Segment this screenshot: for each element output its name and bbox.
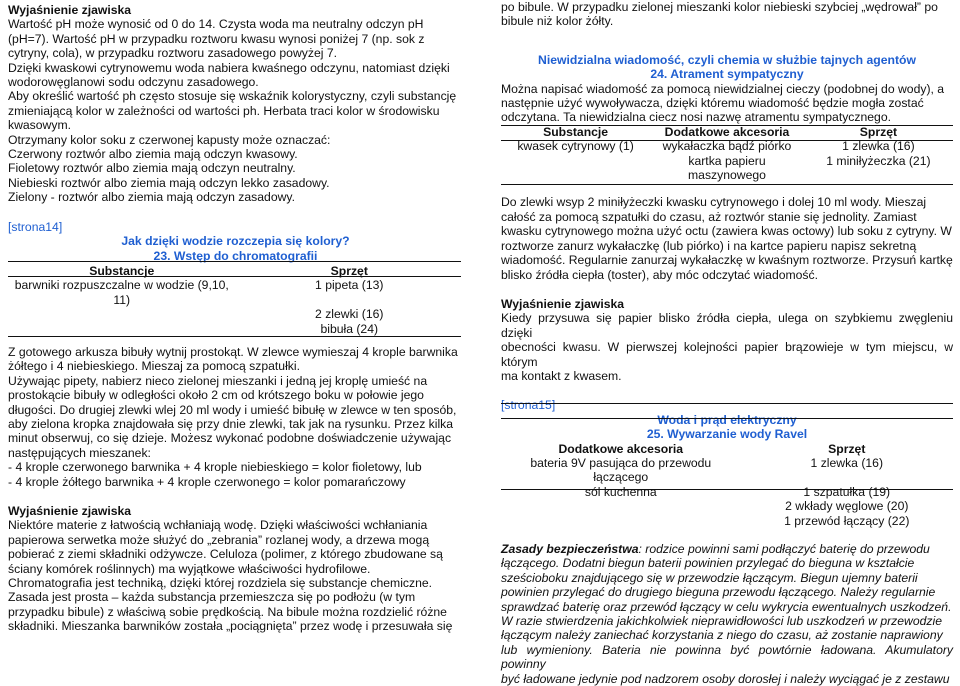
text-line: Do zlewki wsyp 2 miniłyżeczki kwasku cytrynowego i dolej 10 ml wody. Mieszaj (501, 195, 927, 210)
text-line: Wartość pH może wynosić od 0 do 14. Czysta woda ma neutralny odczyn pH (8, 17, 424, 32)
section-heading: Wyjaśnienie zjawiska (8, 504, 132, 518)
text-line: Niebieski roztwór albo ziemia mają odczyn lekko zasadowy. (8, 175, 330, 190)
col-header-accessories: Dodatkowe akcesoria (558, 441, 684, 456)
table-cell (501, 154, 650, 183)
section-heading: Wyjaśnienie zjawiska (501, 296, 625, 311)
section-heading: Wyjaśnienie zjawiska (8, 3, 132, 17)
text-line: Fioletowy roztwór albo ziemia mają odczyn neutralny. (8, 161, 296, 176)
table-cell: 1 szpatułka (19) (803, 484, 891, 499)
experiment-title: Jak dzięki wodzie rozczepia się kolory? (121, 234, 350, 249)
text-line: Z gotowego arkusza bibuły wytnij prostokąt. W zlewce wymieszaj 4 krople barwnika (8, 344, 458, 359)
text-line: powinien przylegać do drugiego bieguna przewodu łączącego. Należy regularnie (501, 585, 936, 600)
table-cell (8, 307, 236, 321)
text-line: Czerwony roztwór albo ziemia mają odczyn kwasowy. (8, 147, 298, 162)
cell-text: maszynowego (688, 168, 766, 183)
text-line: roztworze zanurz wykałaczkę (lub piórko) i na kartce papieru napisz sekretną (501, 238, 917, 253)
text-line: ma kontakt z kwasem. (501, 368, 622, 383)
cell-text: kartka papieru (688, 153, 766, 168)
table-bottom-rule (501, 489, 953, 490)
col-header-substances: Substancje (89, 263, 155, 278)
cell-text: 11) (113, 292, 131, 307)
text-line: Można napisać wiadomość za pomocą niewidzialnej cieczy (podobnej do wody), a (501, 81, 945, 96)
text-line: Kiedy przysuwa się papier blisko źródła ciepła, ulega on szybkiemu zwęgleniu dzięki (501, 311, 953, 340)
text-line: W razie stwierdzenia jakichkolwiek nieprawidłowości lub uszkodzeń w przewodzie (501, 614, 942, 629)
table-top-rule (501, 403, 953, 404)
text-line: minut obserwuj, co się dzieje. Możesz wykonać podobne doświadczenie używając (8, 431, 452, 446)
text-line: następnie użyć wywoływacza, dzięki któremu wiadomość będzie mogła zostać (501, 96, 924, 111)
text-line: aby zielona kropka znajdowała się przy dnie zlewki, tak jak na rysunku. Przez kilka (8, 416, 454, 431)
text-line: łączącym należy zaniechać korzystania z niego do czasu, aż zostanie naprawiony (501, 628, 943, 643)
table-cell: wykałaczka bądź piórko (662, 139, 792, 154)
table-cell: 2 zlewki (16) (315, 307, 384, 322)
experiment-number: 23. Wstęp do chromatografii (153, 248, 318, 263)
table-cell: kwasek cytrynowy (1) (517, 139, 634, 154)
table-cell: sól kuchenna (584, 484, 657, 499)
experiment-number: 25. Wywarzanie wody Ravel (646, 427, 808, 442)
ink-materials-table (501, 125, 953, 183)
rules-text: : rodzice powinni sami podłączyć baterię do przewodu (638, 542, 930, 556)
text-line: Dzięki kwaskowi cytrynowemu woda nabiera kwaśnego odczynu, natomiast dzięki (8, 60, 450, 75)
table-cell: 1 przewód łączący (22) (784, 513, 910, 528)
text-line: łączącego. Dodatni biegun baterii powinien przylegać do bieguna w kształcie (501, 556, 915, 571)
table-bottom-rule (8, 336, 461, 337)
left-column (8, 0, 463, 634)
table-cell (501, 499, 741, 513)
page-marker: [strona14] (8, 219, 63, 234)
text-line: następujących mieszanek: (8, 445, 151, 460)
cell-text: barwniki rozpuszczalne w wodzie (9,10, (14, 278, 229, 293)
rules-label: Zasady bezpieczeństwa (501, 542, 639, 556)
table-cell (650, 154, 804, 183)
text-line: Aby określić wartość ph często stosuje się wskaźnik kolorystyczny, czyli substancję (8, 89, 457, 104)
table-cell: bibuła (24) (320, 321, 379, 336)
table-top-rule (8, 261, 461, 262)
table-cell (8, 322, 236, 336)
text-line: być ładowane jedynie pod nadzorem osoby dorosłej i należy wyciągać je z zestawu (501, 671, 950, 686)
table-cell: 1 zlewka (16) (842, 139, 915, 154)
text-line: całość za pomocą szpatułki do czasu, aż roztwór stanie się jednolity. Zamiast (501, 209, 917, 224)
table-top-rule (501, 125, 953, 126)
text-line: - 4 krople czerwonego barwnika + 4 krople niebieskiego = kolor fioletowy, lub (8, 460, 422, 475)
text-line: papierowa serwetka może służyć do „zebrania” rozlanej wody, a drzewa mogą (8, 532, 430, 547)
text-line: Zielony - roztwór albo ziemia mają odczyn zasadowy. (8, 190, 295, 205)
text-line: Niektóre materie z łatwością wchłaniają wodę. Dzięki właściwości wchłaniania (8, 518, 428, 533)
text-line: składniki. Mieszanka barwników została „pociągnięta” przez wodę i przesuwała się (8, 619, 453, 634)
col-header-equipment: Sprzęt (828, 441, 866, 456)
text-line: pobierać z ziemi składniki odżywcze. Celuloza (polimer, z którego zbudowane są (8, 547, 443, 562)
text-line: odczytana. Ta niewidzialna ciecz nosi nazwę atramentu sympatycznego. (501, 110, 891, 125)
text-line: bibule niż kolor żółty. (501, 14, 614, 29)
text-line: długości. Do drugiej zlewki wlej 20 ml wody i umieść bibułę w zlewce w ten sposób, (8, 402, 457, 417)
table-header-rule (8, 276, 461, 277)
table-cell: 1 zlewka (16) (810, 455, 884, 470)
text-line: prostokącie bibuły w odległości około 2 cm od krótszego boku w połowie jego (8, 388, 424, 403)
text-line: ściany komórek roślinnych) ma wyjątkowe właściwości hydrofilowe. (8, 561, 371, 576)
experiment-title: Woda i prąd elektryczny (657, 412, 797, 427)
electricity-materials-table (501, 442, 953, 528)
page-marker: [strona15] (501, 398, 556, 413)
table-cell (8, 278, 236, 307)
text-line: Zasada jest prosta – każda substancja przemieszcza się po podłożu (w tym (8, 590, 416, 605)
cell-text: bateria 9V pasująca do przewodu (530, 455, 712, 470)
table-bottom-rule (501, 184, 953, 185)
text-line: blisko źródła ciepła (toster), aby móc odczytać wiadomość. (501, 267, 818, 282)
text-line: kwasku cytrynowego można użyć octu (zawiera kwas octowy) lub soku z cytryny. W (501, 224, 952, 239)
table-header-rule (501, 140, 953, 141)
table-header-rule (501, 418, 953, 419)
table-cell: 1 miniłyżeczka (21) (826, 153, 931, 168)
text-line (501, 542, 953, 556)
text-line: Używając pipety, nabierz nieco zielonej mieszanki i jedną jej kroplę umieść na (8, 373, 428, 388)
experiment-title: Niewidzialna wiadomość, czyli chemia w służbie tajnych agentów (538, 52, 916, 67)
right-column (501, 0, 953, 686)
table-cell: 1 pipeta (13) (315, 278, 384, 293)
text-line: wiadomość. Regularnie zanurzaj wykałaczkę w kwaśnym roztworze. Przysuń kartkę (501, 253, 953, 268)
experiment-number: 24. Atrament sympatyczny (650, 67, 804, 82)
text-line: po bibule. W przypadku zielonej mieszanki kolor niebieski szybciej „wędrował” po (501, 0, 938, 14)
text-line: zmieniającą kolor w zależności od wartości ph. Herbata traci kolor w środowisku (8, 103, 440, 118)
text-line: żółtego i 4 niebieskiego. Mieszaj za pomocą szpatułki. (8, 359, 300, 374)
col-header-accessories: Dodatkowe akcesoria (664, 124, 790, 139)
materials-table (8, 264, 463, 336)
table-cell: 2 wkłady węglowe (20) (785, 499, 909, 514)
text-line: Otrzymany kolor soku z czerwonej kapusty może oznaczać: (8, 132, 331, 147)
text-line: wodorowęglanowi sodu odczynu zasadowego. (8, 75, 259, 90)
text-line: sprawdzać baterię oraz przewód łączący w celu wykrycia ewentualnych uszkodzeń. (501, 599, 952, 614)
text-line: sześcioboku znajdującego się w przewodzie łączącym. Biegun ujemny baterii (501, 570, 918, 585)
text-line: przypadku bibule) z właściwą sobie prędkością. Na bibule można rozdzielić różne (8, 604, 447, 619)
text-line: lub wymieniony. Bateria nie powinna być powtórnie ładowana. Akumulatory powinny (501, 642, 953, 672)
text-line: (pH=7). Wartość pH w przypadku roztworu kwasu wynosi poniżej 7 (np. sok z (8, 31, 425, 46)
text-line: cytryny, cola), w przypadku roztworu zasadowego powyżej 7. (8, 46, 337, 61)
text-line: - 4 krople żółtego barwnika + 4 krople czerwonego = kolor pomarańczowy (8, 474, 406, 489)
col-header-substances: Substancje (543, 124, 609, 139)
text-line: Chromatografia jest techniką, dzięki której rozdziela się substancje chemiczne. (8, 576, 433, 591)
table-cell (501, 514, 741, 528)
text-line: obecności kwasu. W pierwszej kolejności papier brązowieje w tym miejscu, w którym (501, 340, 953, 369)
table-cell (501, 456, 741, 485)
col-header-equipment: Sprzęt (859, 124, 898, 139)
cell-text: łączącego (593, 470, 649, 485)
text-line: kwasowym. (8, 118, 71, 133)
col-header-equipment: Sprzęt (330, 263, 368, 278)
